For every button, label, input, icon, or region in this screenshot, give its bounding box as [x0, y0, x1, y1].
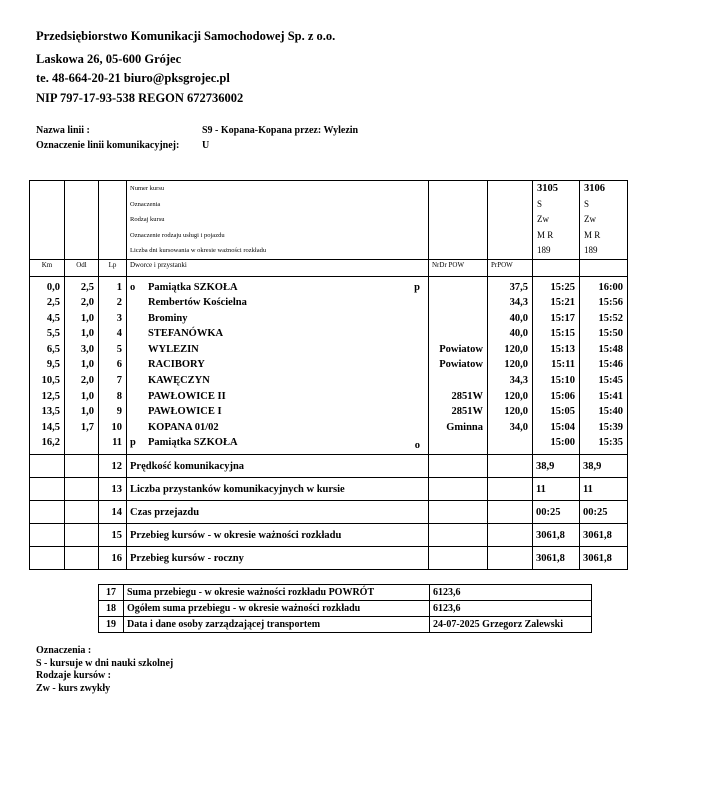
- stop-post-marker: p: [414, 281, 420, 293]
- stop-t2: 15:56: [598, 297, 623, 309]
- odl-column: [65, 276, 99, 455]
- km-column: [30, 276, 65, 455]
- summary-row: [30, 501, 628, 524]
- course-meta-labels: [127, 181, 429, 260]
- stop-t2: 16:00: [598, 281, 623, 293]
- stop-name-row: [127, 342, 428, 358]
- stop-t1: 15:05: [550, 406, 575, 418]
- summary-label: Prędkość komunikacyjna: [127, 455, 429, 478]
- lp-column: [99, 276, 127, 455]
- stop-name: KAWĘCZYN: [148, 375, 210, 387]
- stop-name-row: [127, 357, 428, 373]
- company-name: Przedsiębiorstwo Komunikacji Samochodowej Sp. z o.o.: [36, 29, 336, 43]
- stop-road: Gminna: [446, 421, 483, 433]
- stop-t1: 15:21: [550, 297, 575, 309]
- column-header-row: [30, 259, 628, 276]
- stop-odl: 2,0: [80, 375, 94, 387]
- stops-body: [30, 276, 628, 455]
- stop-lp: 4: [116, 328, 122, 340]
- stop-pr: 120,0: [504, 406, 528, 418]
- col-lp: Lp: [99, 259, 127, 276]
- course-1-meta: [533, 181, 580, 260]
- stop-t1: 15:10: [550, 375, 575, 387]
- stop-road: [429, 311, 483, 327]
- stop-lp: 11: [112, 437, 122, 449]
- course-no-label: Numer kursu: [130, 185, 165, 192]
- stop-pr: 40,0: [509, 312, 528, 324]
- totals-label: Suma przebiegu - w okresie ważności rozkładu POWRÓT: [124, 585, 430, 601]
- course-2-times: [580, 276, 628, 455]
- stop-odl: 2,0: [80, 297, 94, 309]
- totals-label: Data i dane osoby zarządzającej transportem: [124, 617, 430, 633]
- summary-value-1: 3061,8: [533, 547, 580, 570]
- stop-post-marker: o: [414, 440, 420, 452]
- summary-value-2: 3061,8: [580, 547, 628, 570]
- legend-zw: Zw - kurs zwykły: [36, 683, 111, 694]
- col-stops: Dworce i przystanki: [127, 259, 429, 276]
- course-2-days: 189: [584, 245, 598, 255]
- totals-lp: 17: [99, 585, 124, 601]
- summary-value-1: 3061,8: [533, 524, 580, 547]
- totals-value: 6123,6: [430, 601, 592, 617]
- summary-label: Przebieg kursów - roczny: [127, 547, 429, 570]
- summary-value-2: 3061,8: [580, 524, 628, 547]
- line-code-value: U: [202, 140, 210, 151]
- stop-t2: 15:48: [598, 343, 623, 355]
- summary-value-2: 38,9: [580, 455, 628, 478]
- stop-name-row: [127, 311, 428, 327]
- summary-lp: 13: [99, 478, 127, 501]
- stop-road: 2851W: [451, 406, 483, 418]
- stop-odl: [65, 435, 94, 451]
- stop-lp: 1: [116, 281, 122, 293]
- stop-km: 9,5: [46, 359, 60, 371]
- summary-lp: 16: [99, 547, 127, 570]
- stop-name-row: [127, 326, 428, 342]
- stop-name: KOPANA 01/02: [148, 421, 219, 433]
- stop-odl: 1,0: [80, 406, 94, 418]
- stop-road: [429, 373, 483, 389]
- stop-road: [429, 280, 483, 296]
- stop-odl: 1,0: [80, 328, 94, 340]
- totals-lp: 19: [99, 617, 124, 633]
- stop-road: Powiatow: [439, 343, 483, 355]
- stop-t1: 15:00: [550, 437, 575, 449]
- stop-km: 16,2: [41, 437, 60, 449]
- stop-km: 4,5: [46, 312, 60, 324]
- course-1-times: [533, 276, 580, 455]
- marking-label: Oznaczenia: [130, 200, 161, 208]
- line-code-label: Oznaczenie linii komunikacyjnej:: [36, 140, 180, 151]
- totals-lp: 18: [99, 601, 124, 617]
- stop-t2: 15:39: [598, 421, 623, 433]
- col-nrdr: NrDr POW: [429, 259, 488, 276]
- stop-name-row: [127, 420, 428, 436]
- stop-road: 2851W: [451, 390, 483, 402]
- company-contact: te. 48-664-20-21 biuro@pksgrojec.pl: [36, 71, 230, 85]
- course-1-type: Zw: [537, 214, 549, 224]
- stop-name-row: [127, 373, 428, 389]
- course-1-vehicle: M R: [537, 229, 554, 240]
- col-odl: Odl: [65, 259, 99, 276]
- stop-km: 13,5: [41, 406, 60, 418]
- course-2-mark: S: [584, 198, 590, 209]
- stop-t1: 15:25: [550, 281, 575, 293]
- prpow-column: [488, 276, 533, 455]
- stop-lp: 5: [116, 343, 122, 355]
- summary-label: Liczba przystanków komunikacyjnych w kursie: [127, 478, 429, 501]
- stop-name: PAWŁOWICE I: [148, 406, 222, 418]
- stop-road: Powiatow: [439, 359, 483, 371]
- road-column: [429, 276, 488, 455]
- stop-odl: 1,0: [80, 390, 94, 402]
- stop-road: [429, 295, 483, 311]
- stop-lp: 9: [116, 406, 122, 418]
- timetable: [29, 180, 628, 570]
- stop-odl: 3,0: [80, 343, 94, 355]
- days-label: Liczba dni kursowania w okresie ważności rozkładu: [130, 247, 267, 254]
- stop-t2: 15:40: [598, 406, 623, 418]
- stop-name: STEFANÓWKA: [148, 328, 224, 340]
- stop-t2: 15:45: [598, 375, 623, 387]
- stop-pr: 34,3: [509, 297, 528, 309]
- summary-label: Czas przejazdu: [127, 501, 429, 524]
- stop-pr: 120,0: [504, 343, 528, 355]
- stop-km: 10,5: [41, 375, 60, 387]
- summary-lp: 14: [99, 501, 127, 524]
- stop-lp: 10: [111, 421, 122, 433]
- company-ids: NIP 797-17-93-538 REGON 672736002: [36, 91, 244, 105]
- legend-s: S - kursuje w dni nauki szkolnej: [36, 658, 174, 669]
- stops-column: [127, 276, 429, 455]
- totals-row: [99, 617, 592, 633]
- stop-name: Pamiątka SZKOŁA: [148, 437, 238, 449]
- legend-title: Oznaczenia :: [36, 645, 92, 656]
- stop-pre-marker: o: [130, 281, 136, 293]
- course-1-mark: S: [537, 198, 543, 209]
- line-name-value: S9 - Kopana-Kopana przez: Wylezin: [202, 125, 359, 136]
- stop-pr: 40,0: [509, 328, 528, 340]
- totals-value: 24-07-2025 Grzegorz Zalewski: [430, 617, 592, 633]
- stop-name-row: [127, 389, 428, 405]
- stop-km: 6,5: [46, 343, 60, 355]
- course-2-no: 3106: [584, 183, 605, 194]
- stop-road: [429, 435, 483, 451]
- vehicle-label: Oznaczenie rodzaju usługi i pojazdu: [130, 231, 225, 239]
- summary-value-1: 38,9: [533, 455, 580, 478]
- stop-pre-marker: p: [130, 437, 136, 449]
- stop-name-row: [127, 280, 428, 296]
- stop-pr: 37,5: [509, 281, 528, 293]
- legend-types-title: Rodzaje kursów :: [36, 670, 111, 681]
- summary-row: [30, 547, 628, 570]
- stop-km: 5,5: [46, 328, 60, 340]
- stop-km: 12,5: [41, 390, 60, 402]
- stop-t2: 15:46: [598, 359, 623, 371]
- totals-value: 6123,6: [430, 585, 592, 601]
- stop-t2: 15:50: [598, 328, 623, 340]
- totals-row: [99, 601, 592, 617]
- totals-row: [99, 585, 592, 601]
- stop-road: [429, 326, 483, 342]
- stop-t2: 15:52: [598, 312, 623, 324]
- stop-name-row: [127, 295, 428, 311]
- stop-pr: 34,3: [509, 375, 528, 387]
- stop-lp: 3: [116, 312, 122, 324]
- summary-row: [30, 524, 628, 547]
- stop-name: Pamiątka SZKOŁA: [148, 281, 238, 293]
- stop-odl: 1,7: [80, 421, 94, 433]
- col-km: Km: [30, 259, 65, 276]
- stop-odl: 1,0: [80, 312, 94, 324]
- stop-pr: 34,0: [509, 421, 528, 433]
- type-label: Rodzaj kursu: [130, 216, 165, 223]
- stop-t1: 15:11: [551, 359, 575, 371]
- stop-name: Brominy: [148, 312, 188, 324]
- summary-value-1: 00:25: [533, 501, 580, 524]
- stop-lp: 7: [116, 375, 122, 387]
- stop-t1: 15:17: [550, 312, 575, 324]
- summary-value-1: 11: [533, 478, 580, 501]
- totals-table: [98, 584, 592, 633]
- summary-value-2: 00:25: [580, 501, 628, 524]
- stop-pr: 120,0: [504, 390, 528, 402]
- course-2-type: Zw: [584, 214, 596, 224]
- stop-t1: 15:04: [550, 421, 575, 433]
- stop-t1: 15:15: [550, 328, 575, 340]
- stop-t2: 15:35: [598, 437, 623, 449]
- stop-t1: 15:13: [550, 343, 575, 355]
- summary-lp: 12: [99, 455, 127, 478]
- stop-t2: 15:41: [598, 390, 623, 402]
- stop-name: Rembertów Kościelna: [148, 297, 247, 309]
- totals-label: Ogółem suma przebiegu - w okresie ważności rozkładu: [124, 601, 430, 617]
- stop-km: 14,5: [41, 421, 60, 433]
- stop-pr: [488, 435, 528, 451]
- stop-name: PAWŁOWICE II: [148, 390, 226, 402]
- course-1-no: 3105: [537, 183, 558, 194]
- summary-value-2: 11: [580, 478, 628, 501]
- stop-odl: 2,5: [80, 281, 94, 293]
- col-prpow: PrPOW: [488, 259, 533, 276]
- stop-km: 2,5: [46, 297, 60, 309]
- stop-lp: 6: [116, 359, 122, 371]
- stop-name: WYLEZIN: [148, 343, 199, 355]
- summary-label: Przebieg kursów - w okresie ważności rozkładu: [127, 524, 429, 547]
- company-address: Laskowa 26, 05-600 Grójec: [36, 52, 182, 66]
- course-meta-row: [30, 181, 628, 260]
- course-2-vehicle: M R: [584, 229, 601, 240]
- stop-t1: 15:06: [550, 390, 575, 402]
- stop-lp: 8: [116, 390, 122, 402]
- summary-row: [30, 455, 628, 478]
- course-1-days: 189: [537, 245, 551, 255]
- stop-name-row: [127, 435, 428, 454]
- summary-row: [30, 478, 628, 501]
- stop-name: RACIBORY: [148, 359, 205, 371]
- stop-odl: 1,0: [80, 359, 94, 371]
- course-2-meta: [580, 181, 628, 260]
- stop-pr: 120,0: [504, 359, 528, 371]
- line-name-label: Nazwa linii :: [36, 125, 90, 136]
- stop-name-row: [127, 404, 428, 420]
- stop-km: 0,0: [46, 281, 60, 293]
- stop-lp: 2: [116, 297, 122, 309]
- summary-lp: 15: [99, 524, 127, 547]
